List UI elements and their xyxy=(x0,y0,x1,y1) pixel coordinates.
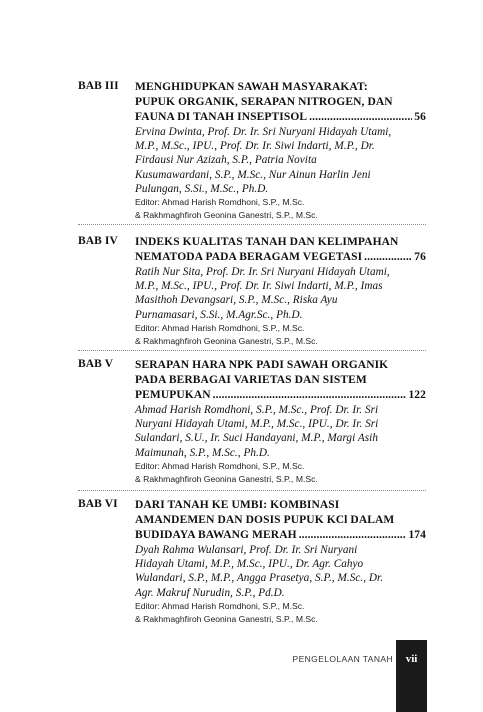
chapter-title-line: DARI TANAH KE UMBI: KOMBINASI xyxy=(135,499,340,511)
chapter-title-line: AMANDEMEN DAN DOSIS PUPUK KCl DALAM xyxy=(135,514,395,526)
chapter-title-line: MENGHIDUPKAN SAWAH MASYARAKAT: xyxy=(135,81,368,93)
page-reference[interactable]: 122 xyxy=(408,389,426,401)
chapter-title-line: NEMATODA PADA BERAGAM VEGETASI xyxy=(135,251,363,263)
editor-line: Editor: Ahmad Harish Romdhoni, S.P., M.Sc. xyxy=(135,600,305,611)
author-line: Firdausi Nur Azizah, S.P., Patria Novita xyxy=(135,154,317,167)
author-line: Masithoh Devangsari, S.P., M.Sc., Riska Ayu xyxy=(135,294,338,307)
author-line: Dyah Rahma Wulansari, Prof. Dr. Ir. Sri Nuryani xyxy=(135,544,358,556)
author-line: Ahmad Harish Romdhoni, S.P., M.Sc., Prof. Dr. Ir. Sri xyxy=(135,404,379,416)
author-line: Nuryani Hidayah Utami, M.P., M.Sc., IPU., Dr. Ir. Sri xyxy=(135,418,379,431)
chapter-title-line: PUPUK ORGANIK, SERAPAN NITROGEN, DAN xyxy=(135,96,393,108)
chapter-number: BAB V xyxy=(78,358,114,370)
author-line: Wulandari, S.P., M.P., Angga Prasetya, S.P., M.Sc., Dr. xyxy=(135,572,384,585)
editor-line: & Rakhmaghfiroh Geonina Ganestri, S.P., M.Sc. xyxy=(135,473,318,484)
chapter-number: BAB III xyxy=(78,80,119,92)
dot-leader xyxy=(309,110,412,125)
page-number: vii xyxy=(405,653,418,665)
chapter-title-line: PADA BERBAGAI VARIETAS DAN SISTEM xyxy=(135,374,367,386)
author-line: Maimunah, S.P., M.Sc., Ph.D. xyxy=(135,446,270,459)
dot-leader xyxy=(364,250,412,265)
chapter-title-line: FAUNA DI TANAH INSEPTISOL xyxy=(135,111,308,123)
chapter-title-final-line xyxy=(135,388,426,403)
chapter-number: BAB VI xyxy=(78,498,118,510)
entry-divider xyxy=(78,350,426,351)
author-line: Hidayah Utami, M.P., M.Sc., IPU., Dr. Agr. Cahyo xyxy=(135,558,364,571)
page-number-tab xyxy=(396,640,427,712)
editor-line: Editor: Ahmad Harish Romdhoni, S.P., M.Sc. xyxy=(135,197,305,208)
author-line: M.P., M.Sc., IPU., Prof. Dr. Ir. Siwi Indarti, M.P., Imas xyxy=(135,280,383,293)
page-reference[interactable]: 76 xyxy=(414,251,426,263)
chapter-title-line: PEMUPUKAN xyxy=(135,389,211,401)
chapter-title-line: BUDIDAYA BAWANG MERAH xyxy=(135,529,297,541)
entry-body xyxy=(135,80,426,222)
chapter-number: BAB IV xyxy=(78,235,118,247)
entry-divider xyxy=(78,490,426,491)
author-line: Sulandari, S.U., Ir. Suci Handayani, M.P., Margi Asih xyxy=(135,432,378,445)
author-line: Agr. Makruf Nurudin, S.P., Pd.D. xyxy=(135,586,285,599)
editor-line: & Rakhmaghfiroh Geonina Ganestri, S.P., M.Sc. xyxy=(135,613,318,624)
page-reference[interactable]: 56 xyxy=(414,111,426,123)
editor-line: & Rakhmaghfiroh Geonina Ganestri, S.P., M.Sc. xyxy=(135,210,318,221)
entry-body xyxy=(135,498,426,626)
chapter-title-final-line xyxy=(135,250,426,265)
chapter-title-final-line xyxy=(135,110,426,125)
chapter-title-line: SERAPAN HARA NPK PADI SAWAH ORGANIK xyxy=(135,359,389,371)
author-line: M.P., M.Sc., IPU., Prof. Dr. Ir. Siwi Indarti, M.P., Dr. xyxy=(135,140,375,153)
page-reference[interactable]: 174 xyxy=(408,529,426,541)
author-line: Pulungan, S.Si., M.Sc., Ph.D. xyxy=(135,182,269,195)
chapter-title-line: INDEKS KUALITAS TANAH DAN KELIMPAHAN xyxy=(135,236,399,248)
dot-leader xyxy=(299,528,407,543)
author-line: Purnamasari, S.Si., M.Agr.Sc., Ph.D. xyxy=(135,308,303,321)
author-line: Ervina Dwinta, Prof. Dr. Ir. Sri Nuryani Hidayah Utami, xyxy=(135,126,392,138)
entry-body xyxy=(135,235,426,348)
entry-divider xyxy=(78,224,426,225)
running-footer-title: PENGELOLAAN TANAH xyxy=(292,654,393,664)
editor-line: Editor: Ahmad Harish Romdhoni, S.P., M.Sc. xyxy=(135,460,305,471)
dot-leader xyxy=(213,388,407,403)
author-line: Kusumawardani, S.P., M.Sc., Nur Ainun Harlin Jeni xyxy=(135,168,371,181)
editor-line: Editor: Ahmad Harish Romdhoni, S.P., M.Sc. xyxy=(135,322,305,333)
editor-line: & Rakhmaghfiroh Geonina Ganestri, S.P., M.Sc. xyxy=(135,335,318,346)
author-line: Ratih Nur Sita, Prof. Dr. Ir. Sri Nuryani Hidayah Utami, xyxy=(135,266,390,278)
entry-body xyxy=(135,358,426,486)
chapter-title-final-line xyxy=(135,528,426,543)
